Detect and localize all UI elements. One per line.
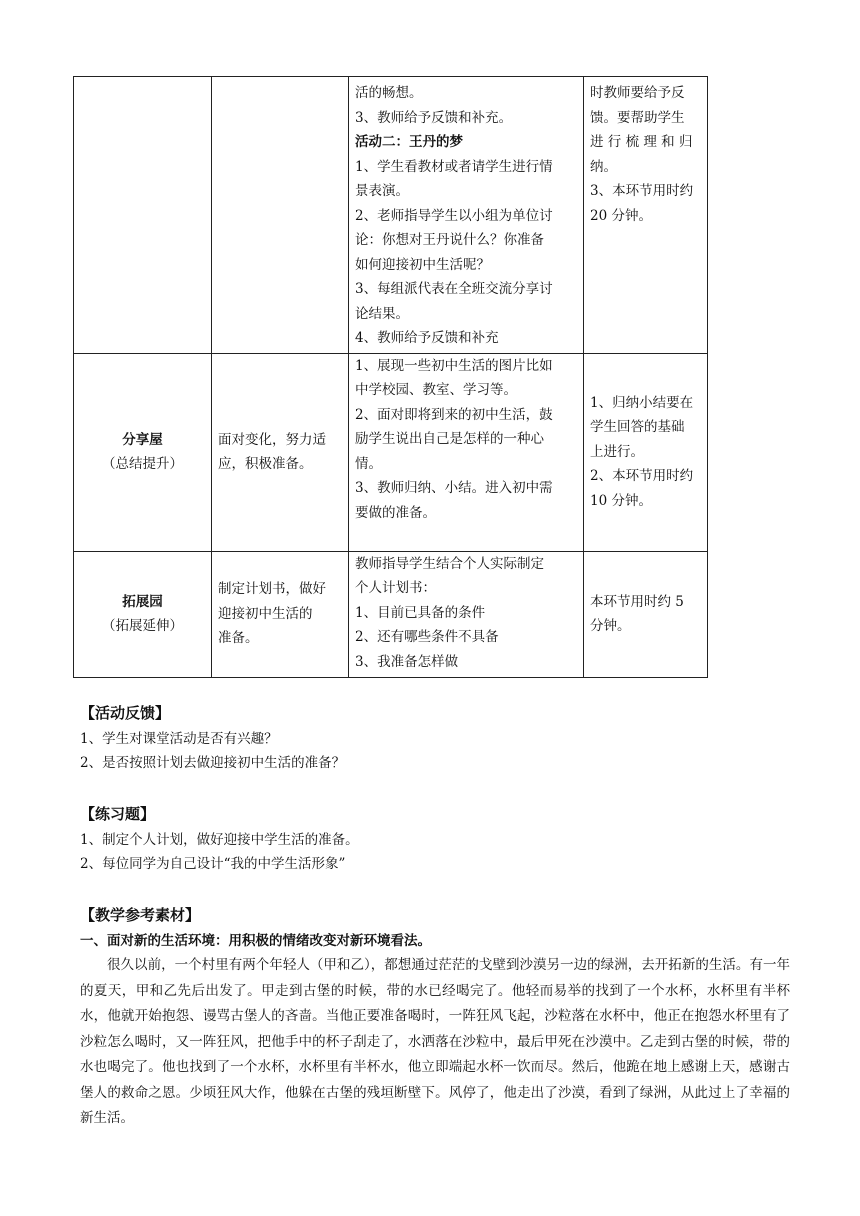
lesson-plan-table xyxy=(73,76,708,678)
goal-line: 迎接初中生活的 xyxy=(218,605,313,622)
feedback-item: 2、是否按照计划去做迎接初中生活的准备？ xyxy=(80,755,346,771)
note-line: 本环节用时约 5 xyxy=(590,593,684,610)
goal-line: 准备。 xyxy=(218,630,259,647)
note-line: 馈。要帮助学生 xyxy=(590,109,685,126)
table-row xyxy=(74,551,708,677)
content-line: 活的畅想。 xyxy=(355,85,423,101)
goal-line: 制定计划书，做好 xyxy=(218,581,326,598)
exercise-item: 1、制定个人计划，做好迎接中学生活的准备。 xyxy=(80,832,359,848)
content-line: 1、目前已具备的条件 xyxy=(355,604,486,621)
content-line: 如何迎接初中生活呢？ xyxy=(355,256,490,273)
stage-cell xyxy=(74,353,212,551)
note-line: 1、归纳小结要在 xyxy=(590,394,694,411)
stage-title: 分享屋 xyxy=(122,431,163,448)
note-cell xyxy=(584,353,708,551)
content-line: 1、展现一些初中生活的图片比如 xyxy=(355,357,553,374)
content-line: 1、学生看教材或者请学生进行情 xyxy=(355,158,553,175)
note-line: 3、本环节用时约 xyxy=(590,183,694,199)
exercise-section xyxy=(80,803,790,876)
exercise-heading: 【练习题】 xyxy=(80,805,156,823)
reference-paragraph: 很久以前，一个村里有两个年轻人（甲和乙），都想通过茫茫的戈壁到沙漠另一边的绿洲，去开拓新的生活。有一年的夏天，甲和乙先后出发了。甲走到古堡的时候，带的水已经喝完了。他轻而易举的找到了一个水杯，水杯里有半杯水，他就开始抱怨、谩骂古堡人的吝啬。当他正要准备喝时，一阵狂风飞起，沙粒落在水杯中，他正在抱怨水杯里有了沙粒怎么喝时，又一阵狂风，把他手中的杯子刮走了，水洒落在沙粒中，最后甲死在沙漠中。乙走到古堡的时候，带的水也喝完了。他也找到了一个水杯，水杯里有半杯水，他立即端起水杯一饮而尽。然后，他跪在地上感谢上天，感谢古堡人的救命之恩。少顷狂风大作，他躲在古堡的残垣断壁下。风停了，他走出了沙漠，看到了绿洲，从此过上了幸福的新生活。 xyxy=(80,957,790,1126)
note-line: 2、本环节用时约 xyxy=(590,468,694,485)
feedback-item: 1、学生对课堂活动是否有兴趣？ xyxy=(80,731,278,747)
goal-cell xyxy=(212,77,349,354)
content-cell xyxy=(349,551,584,677)
reference-section xyxy=(80,904,790,1132)
stage-subtitle: （拓展延伸） xyxy=(102,618,183,634)
content-line: 2、还有哪些条件不具备 xyxy=(355,629,499,645)
content-line: 2、面对即将到来的初中生活，鼓 xyxy=(355,406,553,423)
content-cell xyxy=(349,77,584,354)
content-line: 论：你想对王丹说什么？你准备 xyxy=(355,232,544,248)
content-line: 3、每组派代表在全班交流分享讨 xyxy=(355,281,553,297)
feedback-heading: 【活动反馈】 xyxy=(80,704,171,722)
note-cell xyxy=(584,77,708,354)
stage-cell xyxy=(74,551,212,677)
reference-heading: 【教学参考素材】 xyxy=(80,906,201,924)
note-line: 上进行。 xyxy=(590,443,644,460)
exercise-item: 2、每位同学为自己设计“我的中学生活形象” xyxy=(80,856,346,872)
note-line: 时教师要给予反 xyxy=(590,85,685,101)
note-cell xyxy=(584,551,708,677)
feedback-section xyxy=(80,702,790,775)
goal-cell xyxy=(212,353,349,551)
goal-cell xyxy=(212,551,349,677)
content-line: 个人计划书： xyxy=(355,580,436,596)
note-line: 进 行 梳 理 和 归 xyxy=(590,134,693,150)
note-line: 学生回答的基础 xyxy=(590,419,685,436)
note-line: 10 分钟。 xyxy=(590,492,652,509)
content-cell xyxy=(349,353,584,551)
content-line: 情。 xyxy=(355,455,382,472)
content-line: 要做的准备。 xyxy=(355,504,436,521)
content-line: 4、教师给予反馈和补充 xyxy=(355,330,499,346)
stage-subtitle: （总结提升） xyxy=(102,456,183,472)
note-line: 纳。 xyxy=(590,158,617,175)
goal-line: 面对变化，努力适 xyxy=(218,431,326,448)
activity-title: 活动二：王丹的梦 xyxy=(355,134,463,150)
goal-line: 应，积极准备。 xyxy=(218,456,313,472)
content-line: 3、我准备怎样做 xyxy=(355,653,459,670)
stage-cell xyxy=(74,77,212,354)
content-line: 景表演。 xyxy=(355,183,409,199)
content-line: 中学校园、教室、学习等。 xyxy=(355,382,517,398)
content-line: 论结果。 xyxy=(355,305,409,322)
content-line: 教师指导学生结合个人实际制定 xyxy=(355,555,544,572)
content-line: 励学生说出自己是怎样的一种心 xyxy=(355,431,544,447)
table-row xyxy=(74,77,708,354)
note-line: 分钟。 xyxy=(590,618,631,634)
content-line: 3、教师给予反馈和补充。 xyxy=(355,109,513,126)
content-line: 3、教师归纳、小结。进入初中需 xyxy=(355,480,553,496)
content-line: 2、老师指导学生以小组为单位讨 xyxy=(355,207,553,224)
note-line: 20 分钟。 xyxy=(590,207,652,224)
table-row xyxy=(74,353,708,551)
stage-title: 拓展园 xyxy=(122,593,163,610)
reference-subheading: 一、面对新的生活环境：用积极的情绪改变对新环境看法。 xyxy=(80,933,431,949)
